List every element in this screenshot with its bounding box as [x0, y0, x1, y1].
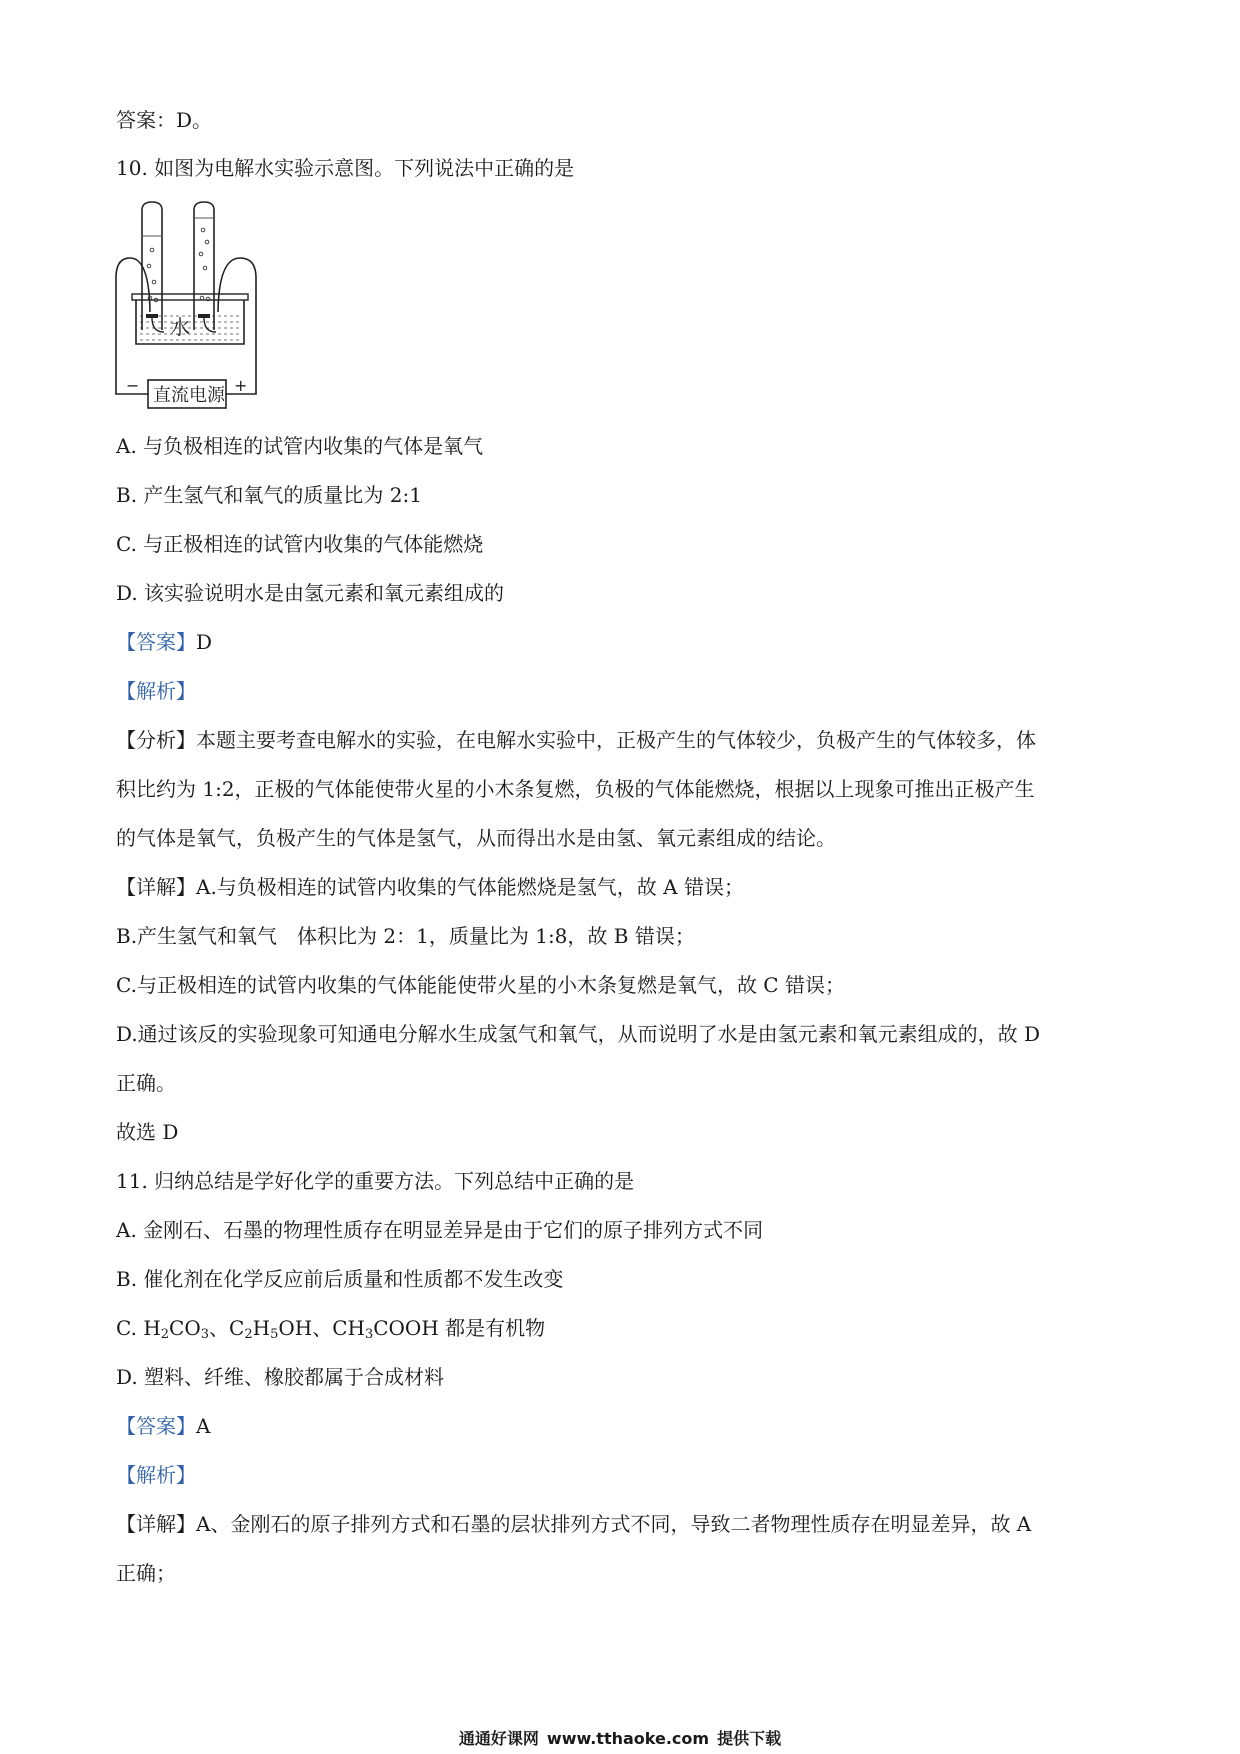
power-supply-label: 直流电源 — [153, 385, 225, 406]
option-10c: C. 与正极相连的试管内收集的气体能燃烧 — [116, 532, 484, 556]
answer-label: 【答案】 — [116, 630, 196, 654]
analysis-heading-10: 【解析】 — [116, 679, 196, 703]
answer-q9: 答案：D。 — [116, 108, 213, 132]
formula-h2co3: $H_2CO_3$ — [143, 1316, 210, 1342]
choose-answer-10: 故选 D — [116, 1120, 179, 1144]
option-10d: D. 该实验说明水是由氢元素和氧元素组成的 — [116, 581, 505, 605]
answer-value: D — [196, 630, 213, 654]
option-11d: D. 塑料、纤维、橡胶都属于合成材料 — [116, 1365, 445, 1389]
formula-ch3cooh: $CH_3COOH$ — [332, 1316, 439, 1342]
option-11c-prefix: C. — [116, 1316, 144, 1340]
positive-terminal: + — [234, 376, 248, 395]
formula-c2h5oh: $C_2H_5OH$ — [229, 1316, 313, 1342]
detail-line-3: C.与正极相连的试管内收集的气体能能使带火星的小木条复燃是氧气，故 C 错误； — [116, 973, 845, 997]
analysis-text-1: 本题主要考查电解水的实验，在电解水实验中，正极产生的气体较少，负极产生的气体较多，体 — [196, 728, 1036, 752]
answer-label: 【答案】 — [116, 1414, 196, 1438]
analysis-heading-11: 【解析】 — [116, 1463, 196, 1487]
answer-q11 — [116, 1412, 210, 1440]
electrolysis-diagram — [112, 198, 292, 410]
negative-terminal: − — [126, 376, 140, 395]
detail-line-2: B.产生氢气和氧气 体积比为 2：1，质量比为 1:8，故 B 错误； — [116, 924, 695, 948]
option-11c: C. $H_2CO_3$、$C_2H_5OH$、$CH_3COOH$ 都是有机物 — [116, 1316, 546, 1342]
detail-label: 【详解】 — [116, 875, 196, 899]
water-label: 水 — [170, 315, 190, 339]
footer-url[interactable]: www.tthaoke.com — [546, 1729, 710, 1748]
option-11b: B. 催化剂在化学反应前后质量和性质都不发生改变 — [116, 1267, 564, 1291]
detail-text-1: A.与负极相连的试管内收集的气体能燃烧是氢气，故 A 错误； — [196, 875, 744, 899]
question-10: 10. 如图为电解水实验示意图。下列说法中正确的是 — [116, 156, 575, 180]
detail-label: 【详解】 — [116, 1512, 196, 1536]
detail11-text-1: A、金刚石的原子排列方式和石墨的层状排列方式不同，导致二者物理性质存在明显差异，故 A — [196, 1512, 1032, 1536]
answer-q10 — [116, 628, 212, 656]
detail-line-1 — [116, 873, 744, 901]
analysis-label: 【分析】 — [116, 728, 196, 752]
question-11: 11. 归纳总结是学好化学的重要方法。下列总结中正确的是 — [116, 1169, 635, 1193]
page-footer — [0, 1729, 1240, 1749]
detail-line-5: 正确。 — [116, 1071, 176, 1095]
footer-site-name: 通通好课网 — [458, 1729, 539, 1748]
detail11-line-1 — [116, 1510, 1031, 1538]
analysis-line-1 — [116, 726, 1036, 754]
option-10a: A. 与负极相连的试管内收集的气体是氧气 — [116, 434, 484, 458]
option-10b: B. 产生氢气和氧气的质量比为 2:1 — [116, 483, 422, 507]
footer-suffix: 提供下载 — [717, 1729, 782, 1748]
detail11-line-2: 正确； — [116, 1561, 176, 1585]
detail-line-4: D.通过该反的实验现象可知通电分解水生成氢气和氧气，从而说明了水是由氢元素和氧元素组成的，故 D — [116, 1022, 1041, 1046]
analysis-line-3: 的气体是氧气，负极产生的气体是氢气，从而得出水是由氢、氧元素组成的结论。 — [116, 826, 836, 850]
analysis-line-2: 积比约为 1:2，正极的气体能使带火星的小木条复燃，负极的气体能燃烧，根据以上现象可推出正极产生 — [116, 777, 1035, 801]
answer-value: A — [196, 1414, 211, 1438]
option-11a: A. 金刚石、石墨的物理性质存在明显差异是由于它们的原子排列方式不同 — [116, 1218, 764, 1242]
